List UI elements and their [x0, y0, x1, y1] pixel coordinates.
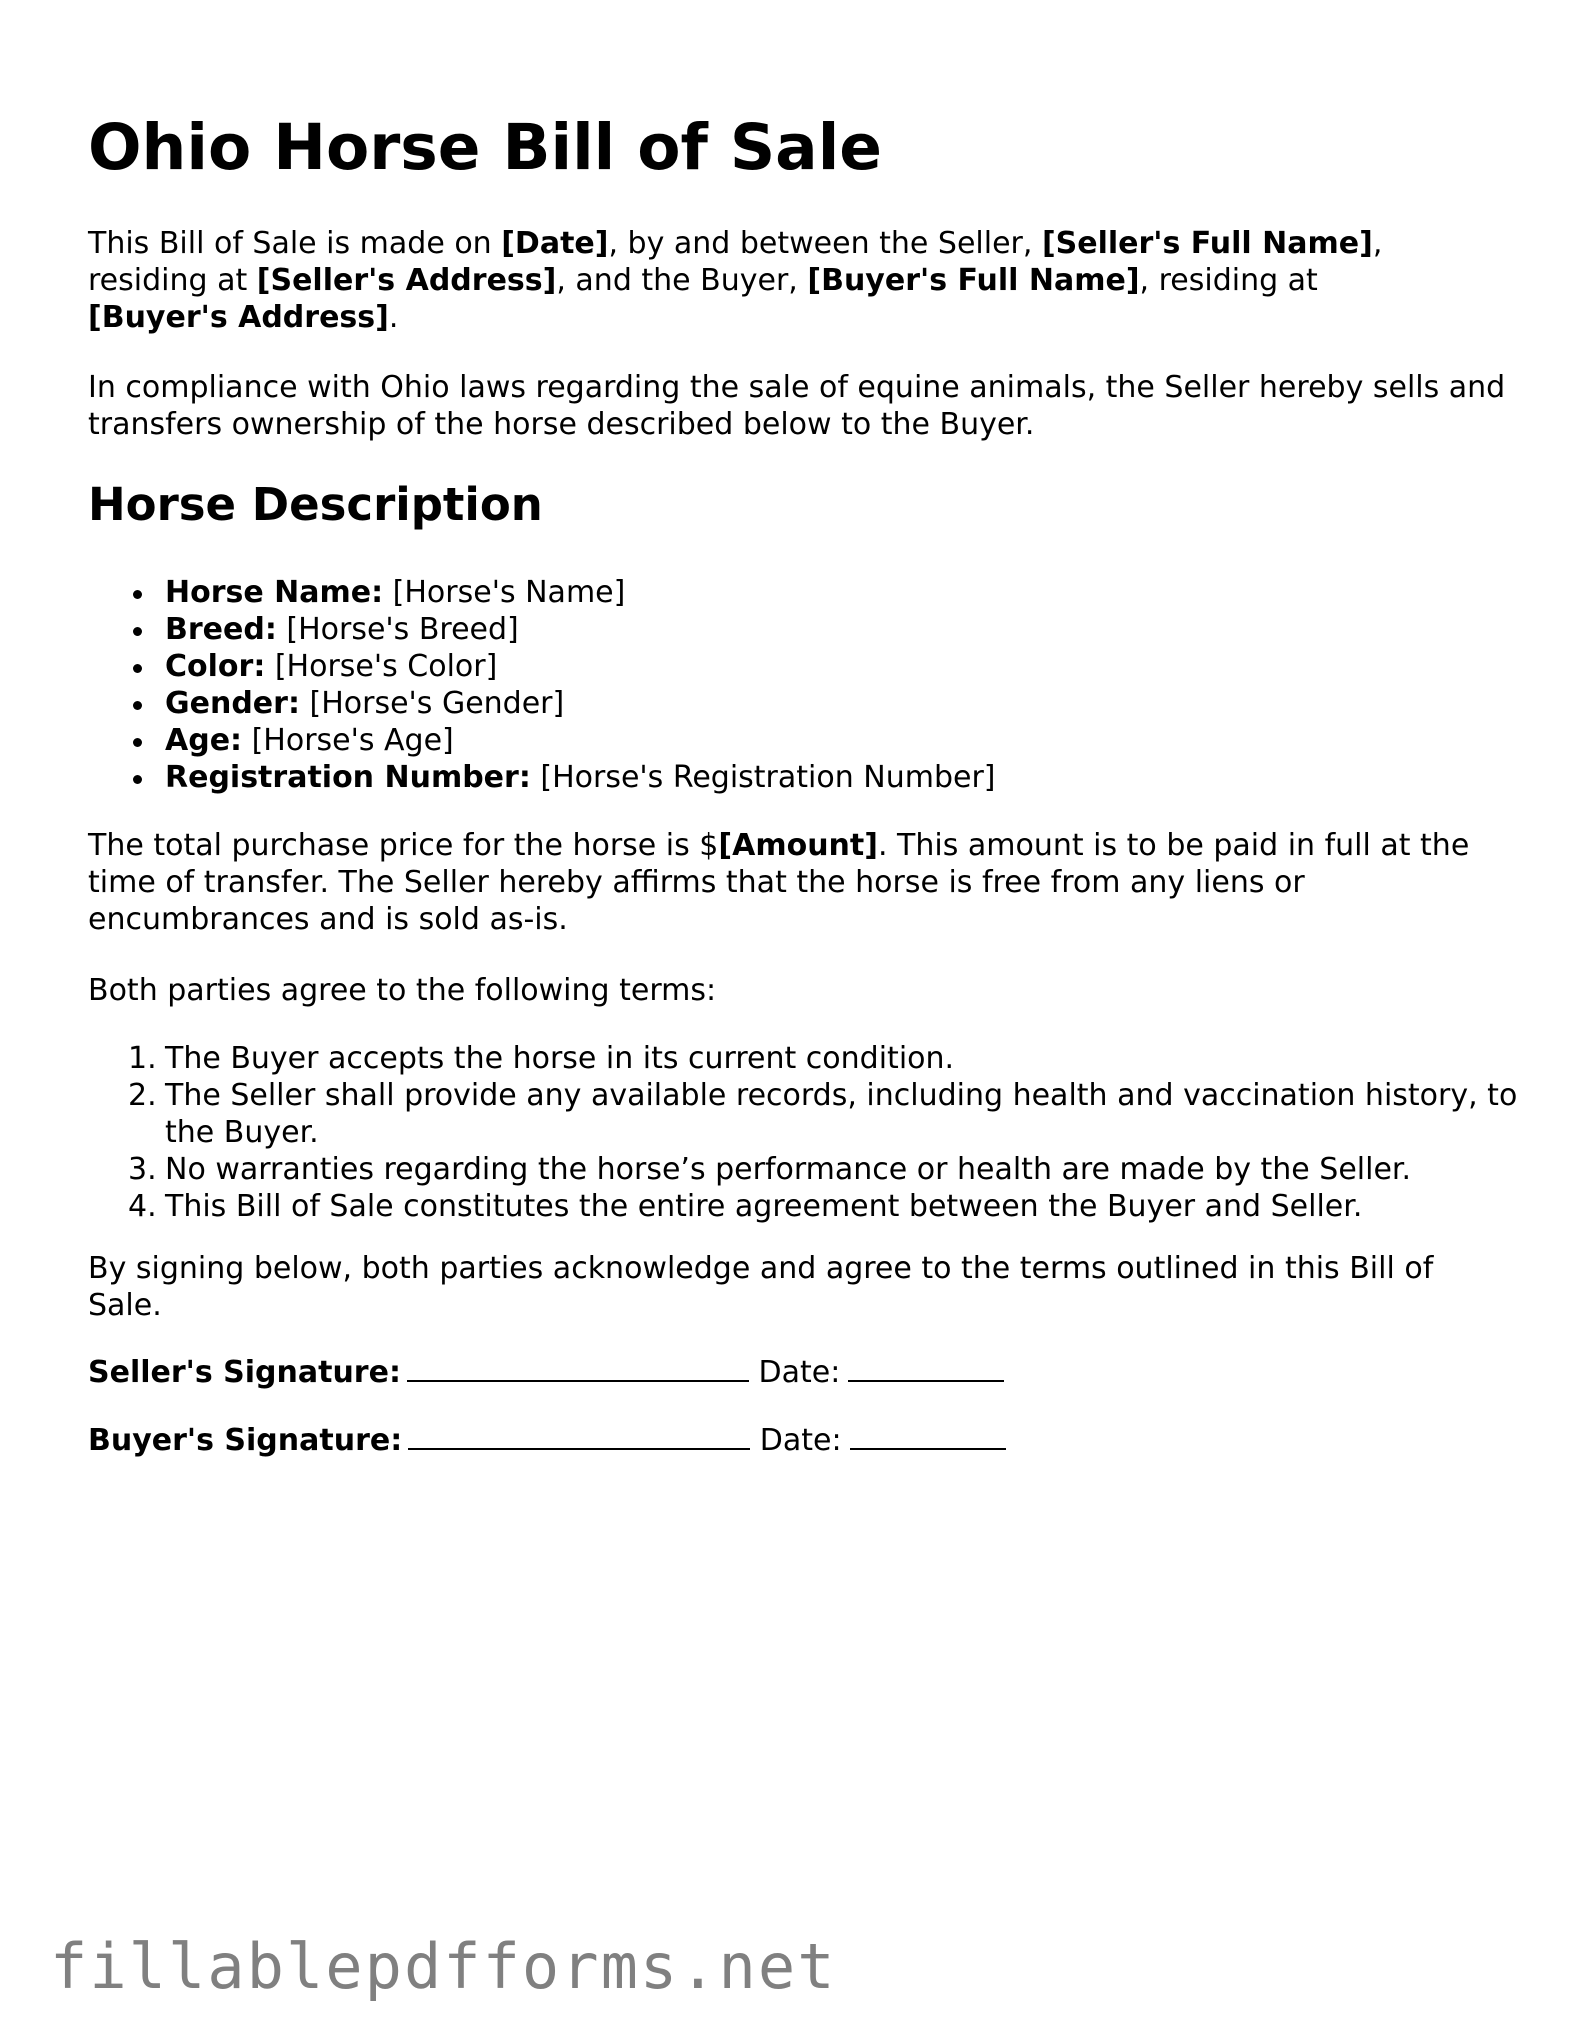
item-label: Age:	[165, 723, 243, 758]
list-item	[88, 759, 995, 796]
list-item	[88, 574, 995, 611]
buyer-address-field: [Buyer's Address]	[88, 300, 389, 335]
date-label: Date:	[759, 1423, 842, 1458]
seller-date-line[interactable]	[848, 1354, 1004, 1382]
date-label: Date:	[758, 1355, 841, 1390]
item-number: 2.	[128, 1078, 157, 1113]
buyer-signature-row	[88, 1422, 1006, 1459]
item-value: [Horse's Age]	[242, 723, 454, 758]
item-label: Gender:	[165, 686, 300, 721]
item-text: No warranties regarding the horse’s performance or health are made by the Seller.	[165, 1152, 1412, 1187]
seller-name-field: [Seller's Full Name]	[1041, 226, 1373, 261]
seller-address-field: [Seller's Address]	[256, 263, 557, 298]
list-item	[88, 648, 995, 685]
terms-intro: Both parties agree to the following terms:	[88, 973, 717, 1008]
item-number: 1.	[128, 1041, 157, 1076]
intro-text: , residing at	[1139, 263, 1318, 298]
item-label: Color:	[165, 649, 266, 684]
item-value: [Horse's Name]	[383, 575, 626, 610]
document-title: Ohio Horse Bill of Sale	[88, 111, 883, 184]
intro-text: .	[388, 300, 399, 335]
horse-description-heading: Horse Description	[88, 478, 543, 531]
closing-paragraph: By signing below, both parties acknowledge and agree to the terms outlined in this Bill of Sale.	[88, 1251, 1434, 1323]
intro-paragraph	[88, 225, 1508, 336]
intro-text: , and the Buyer,	[556, 263, 808, 298]
item-text: The Buyer accepts the horse in its current condition.	[165, 1041, 955, 1076]
buyer-name-field: [Buyer's Full Name]	[807, 263, 1140, 298]
item-number: 3.	[128, 1152, 157, 1187]
list-item	[88, 1188, 1565, 1225]
item-text: The Seller shall provide any available records, including health and vaccination history, to the Buyer.	[165, 1078, 1518, 1150]
price-paragraph	[88, 827, 1508, 938]
list-item	[88, 722, 995, 759]
item-label: Horse Name:	[165, 575, 384, 610]
seller-signature-label: Seller's Signature:	[88, 1355, 401, 1390]
item-value: [Horse's Breed]	[276, 612, 519, 647]
horse-details-list	[88, 574, 995, 796]
watermark: fillablepdfforms.net	[50, 1930, 837, 2003]
date-field: [Date]	[501, 226, 609, 261]
list-item	[88, 1151, 1565, 1188]
item-label: Breed:	[165, 612, 277, 647]
buyer-signature-line[interactable]	[408, 1422, 750, 1450]
list-item	[88, 1040, 1565, 1077]
price-text: The total purchase price for the horse is $	[88, 828, 719, 863]
intro-text: This Bill of Sale is made on	[88, 226, 502, 261]
buyer-date-line[interactable]	[850, 1422, 1006, 1450]
item-text: This Bill of Sale constitutes the entire agreement between the Buyer and Seller.	[165, 1189, 1363, 1224]
buyer-signature-label: Buyer's Signature:	[88, 1423, 403, 1458]
intro-text: , by and between the Seller,	[608, 226, 1042, 261]
intro-text: , residing at	[88, 226, 1383, 298]
list-item	[88, 685, 995, 722]
seller-signature-row	[88, 1354, 1004, 1391]
item-number: 4.	[128, 1189, 157, 1224]
item-label: Registration Number:	[165, 760, 531, 795]
seller-signature-line[interactable]	[407, 1354, 749, 1382]
list-item	[88, 1077, 1565, 1151]
terms-list	[88, 1040, 1565, 1225]
amount-field: [Amount]	[718, 828, 878, 863]
list-item	[88, 611, 995, 648]
item-value: [Horse's Color]	[265, 649, 498, 684]
compliance-paragraph: In compliance with Ohio laws regarding the sale of equine animals, the Seller hereby sells and transfers ownership of the horse described below to the Buyer.	[88, 370, 1506, 442]
item-value: [Horse's Registration Number]	[530, 760, 996, 795]
price-text: . This amount is to be paid in full at the time of transfer. The Seller hereby affirms that the horse is free from any liens or encumbrances and is sold as-is.	[88, 828, 1470, 937]
item-value: [Horse's Gender]	[299, 686, 565, 721]
